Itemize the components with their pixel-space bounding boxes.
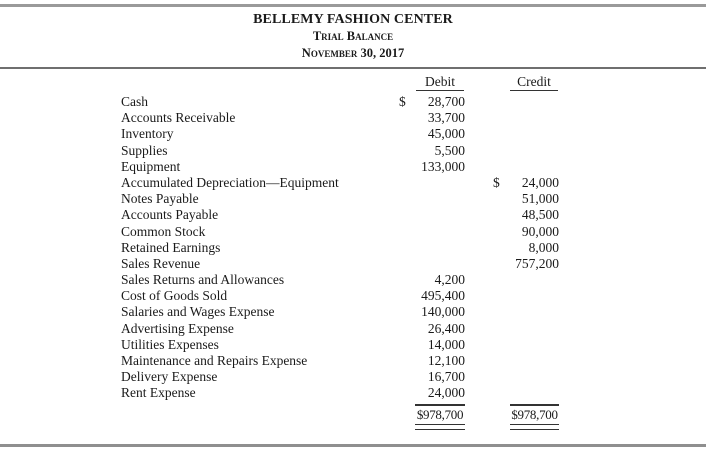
- account-name: Accumulated Depreciation—Equipment: [121, 174, 339, 190]
- debit-amount: 16,700: [427, 369, 465, 385]
- debit-amount: 5,500: [434, 142, 465, 158]
- account-name: Notes Payable: [121, 191, 199, 207]
- debit-amount: 4,200: [434, 272, 465, 288]
- account-name: Supplies: [121, 142, 168, 158]
- statement-title: Trial Balance: [312, 29, 394, 43]
- debit-column-header: Debit: [416, 74, 464, 91]
- company-name: BELLEMY FASHION CENTER: [253, 12, 453, 27]
- account-name: Delivery Expense: [121, 369, 218, 385]
- account-name: Maintenance and Repairs Expense: [121, 353, 308, 368]
- debit-amount: 45,000: [427, 126, 465, 142]
- bottom-rule: [0, 444, 706, 447]
- credit-amount: 51,000: [521, 191, 559, 207]
- account-name: Retained Earnings: [121, 239, 221, 255]
- debit-amount: 26,400: [427, 320, 465, 336]
- account-name: Inventory: [121, 126, 174, 142]
- debit-subtotal-rule: [415, 404, 465, 406]
- debit-amount: 14,000: [427, 336, 465, 352]
- credit-double-rule: [510, 424, 559, 430]
- debit-amount: 24,000: [427, 385, 465, 401]
- debit-amount: [399, 94, 465, 110]
- account-name: Advertising Expense: [121, 320, 234, 336]
- credit-amount: 90,000: [521, 223, 559, 239]
- statement-header: [0, 11, 706, 62]
- account-name: Sales Revenue: [121, 255, 201, 271]
- account-name: Cash: [121, 94, 148, 109]
- currency-symbol: $: [399, 94, 406, 109]
- credit-value: 24,000: [521, 174, 559, 190]
- header-rule: [0, 67, 706, 69]
- credit-column-header: Credit: [510, 74, 558, 91]
- statement-date: November 30, 2017: [301, 46, 405, 60]
- debit-value: 28,700: [427, 94, 465, 109]
- credit-amount: 8,000: [528, 239, 559, 255]
- account-name: Accounts Receivable: [121, 110, 236, 126]
- account-name: Cost of Goods Sold: [121, 288, 228, 304]
- account-name: Common Stock: [121, 223, 206, 239]
- credit-amount: 757,200: [515, 255, 559, 271]
- debit-amount: 140,000: [421, 304, 465, 320]
- account-name: Accounts Payable: [121, 207, 219, 223]
- debit-amount: 33,700: [427, 110, 465, 126]
- credit-subtotal-rule: [510, 404, 559, 406]
- account-name: Utilities Expenses: [121, 336, 219, 352]
- account-name: Sales Returns and Allowances: [121, 272, 285, 288]
- account-name: Equipment: [121, 158, 181, 174]
- debit-total: $978,700: [416, 407, 464, 422]
- credit-total: $978,700: [511, 407, 558, 422]
- credit-amount: [493, 175, 559, 191]
- top-rule: [0, 4, 706, 7]
- account-name: Rent Expense: [121, 385, 196, 401]
- account-name: Salaries and Wages Expense: [121, 304, 275, 320]
- debit-double-rule: [415, 424, 465, 430]
- credit-amount: 48,500: [521, 207, 559, 223]
- currency-symbol: $: [493, 174, 500, 190]
- debit-amount: 12,100: [427, 353, 465, 368]
- debit-amount: 495,400: [421, 288, 465, 304]
- debit-amount: 133,000: [421, 158, 465, 174]
